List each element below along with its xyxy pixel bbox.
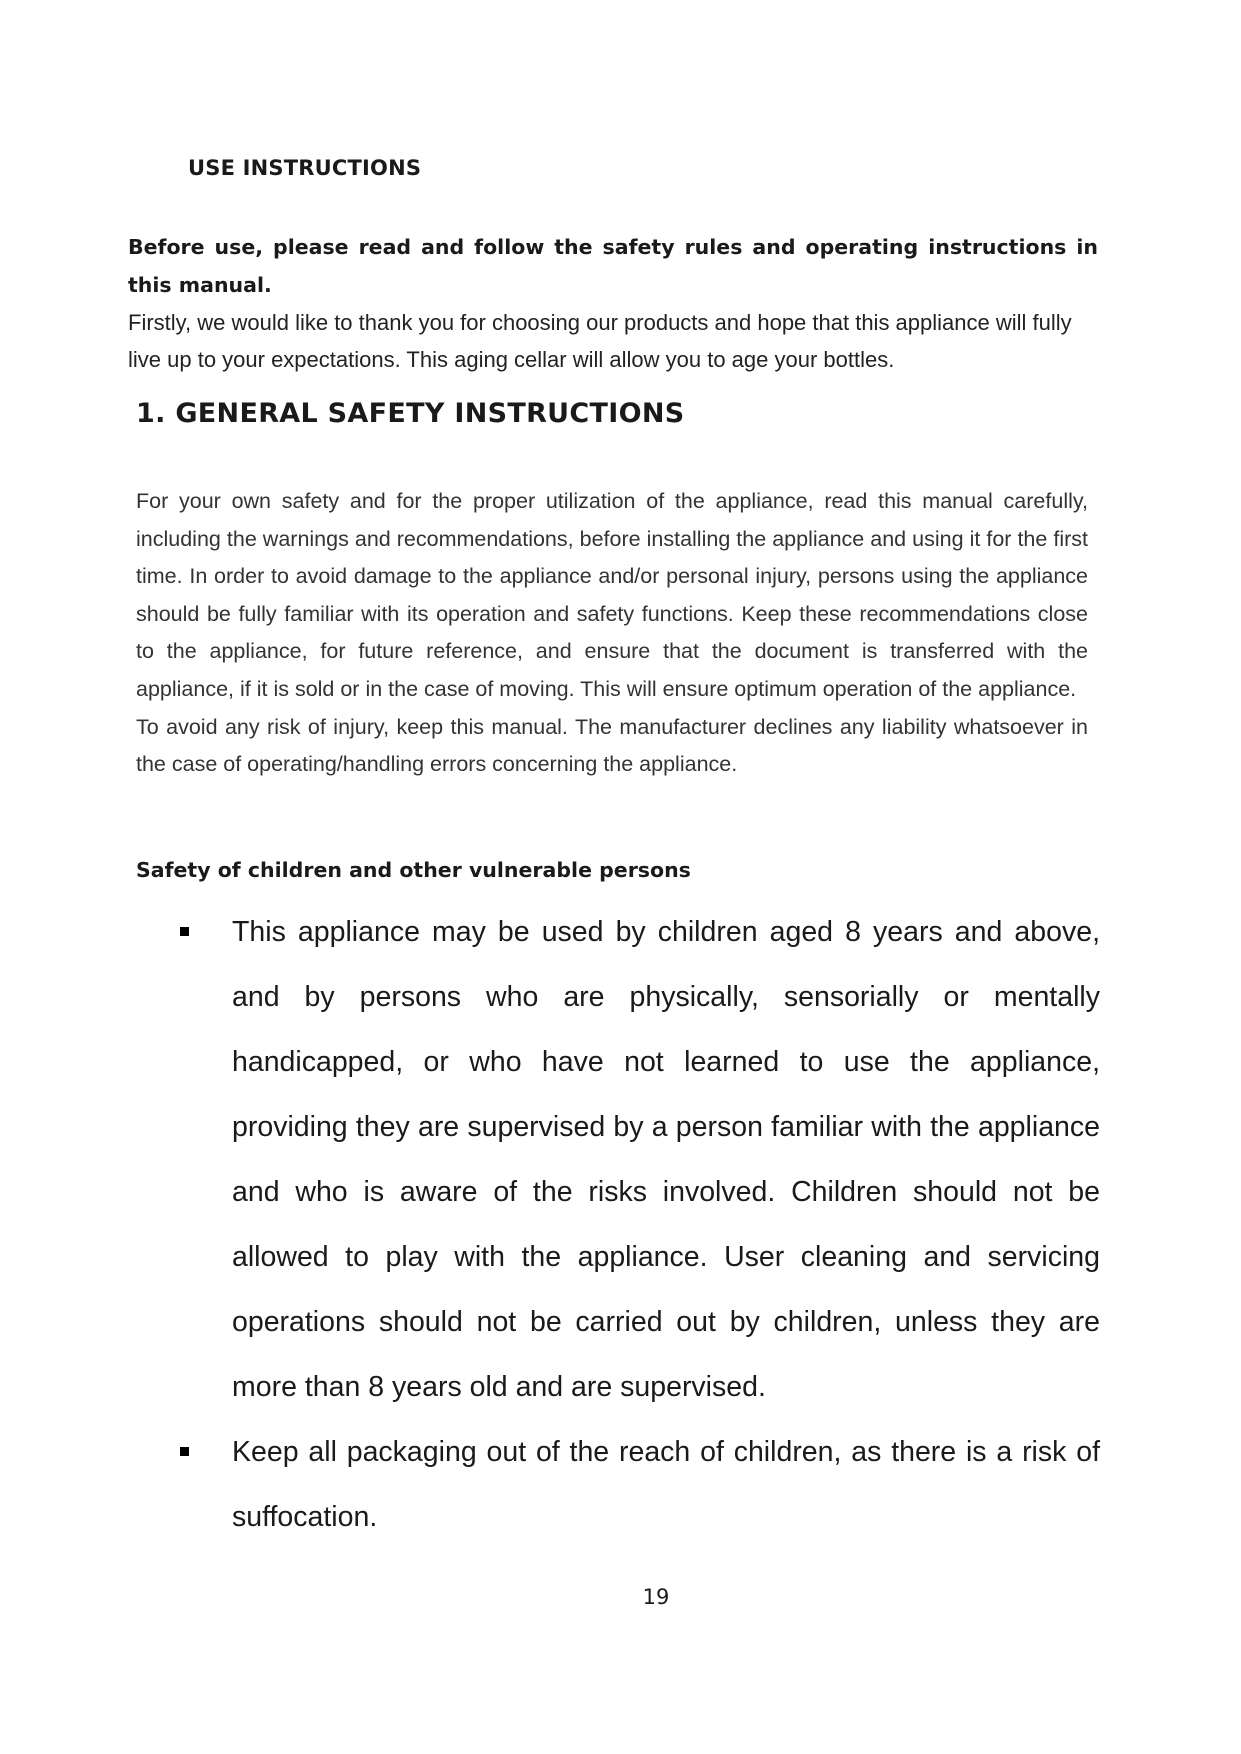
- section-paragraph-1: For your own safety and for the proper utilization of the appliance, read this manual carefully, including the warnings and recommendations, before installing the appliance and using it for the first time. In order to avoid damage to the appliance and/or personal injury, persons using the appliance should be fully familiar with its operation and safety functions. Keep these recommendations close to the appliance, for future reference, and ensure that the document is transferred with the appliance, if it is sold or in the case of moving. This will ensure optimum operation of the appliance.: [136, 489, 1088, 701]
- list-item: [180, 900, 1100, 1420]
- bullet-list: [180, 900, 1100, 1550]
- page-number: 19: [642, 1585, 670, 1609]
- section-paragraph-2: To avoid any risk of injury, keep this manual. The manufacturer declines any liability whatsoever in the case of operating/handling errors concerning the appliance.: [136, 714, 1088, 777]
- square-bullet-icon: [180, 927, 189, 936]
- list-item: [180, 1420, 1100, 1550]
- square-bullet-icon: [180, 1447, 189, 1456]
- intro-warning: Before use, please read and follow the safety rules and operating instructions in this manual.: [128, 235, 1098, 297]
- section-body: [136, 483, 1088, 784]
- list-item-text: This appliance may be used by children aged 8 years and above, and by persons who are physically, sensorially or mentally handicapped, or who have not learned to use the appliance, providing they are supervised by a person familiar with the appliance and who is aware of the risks involved. Children should not be allowed to play with the appliance. User cleaning and servicing operations should not be carried out by children, unless they are more than 8 years old and are supervised.: [232, 916, 1100, 1403]
- subsection-heading: Safety of children and other vulnerable persons: [136, 858, 691, 882]
- list-item-text: Keep all packaging out of the reach of children, as there is a risk of suffocation.: [232, 1436, 1100, 1533]
- document-title: USE INSTRUCTIONS: [188, 156, 422, 180]
- intro-thanks: Firstly, we would like to thank you for choosing our products and hope that this appliance will fully live up to your expectations. This aging cellar will allow you to age your bottles.: [128, 310, 1072, 372]
- section-heading: 1. GENERAL SAFETY INSTRUCTIONS: [136, 398, 685, 429]
- intro-block: [128, 228, 1098, 378]
